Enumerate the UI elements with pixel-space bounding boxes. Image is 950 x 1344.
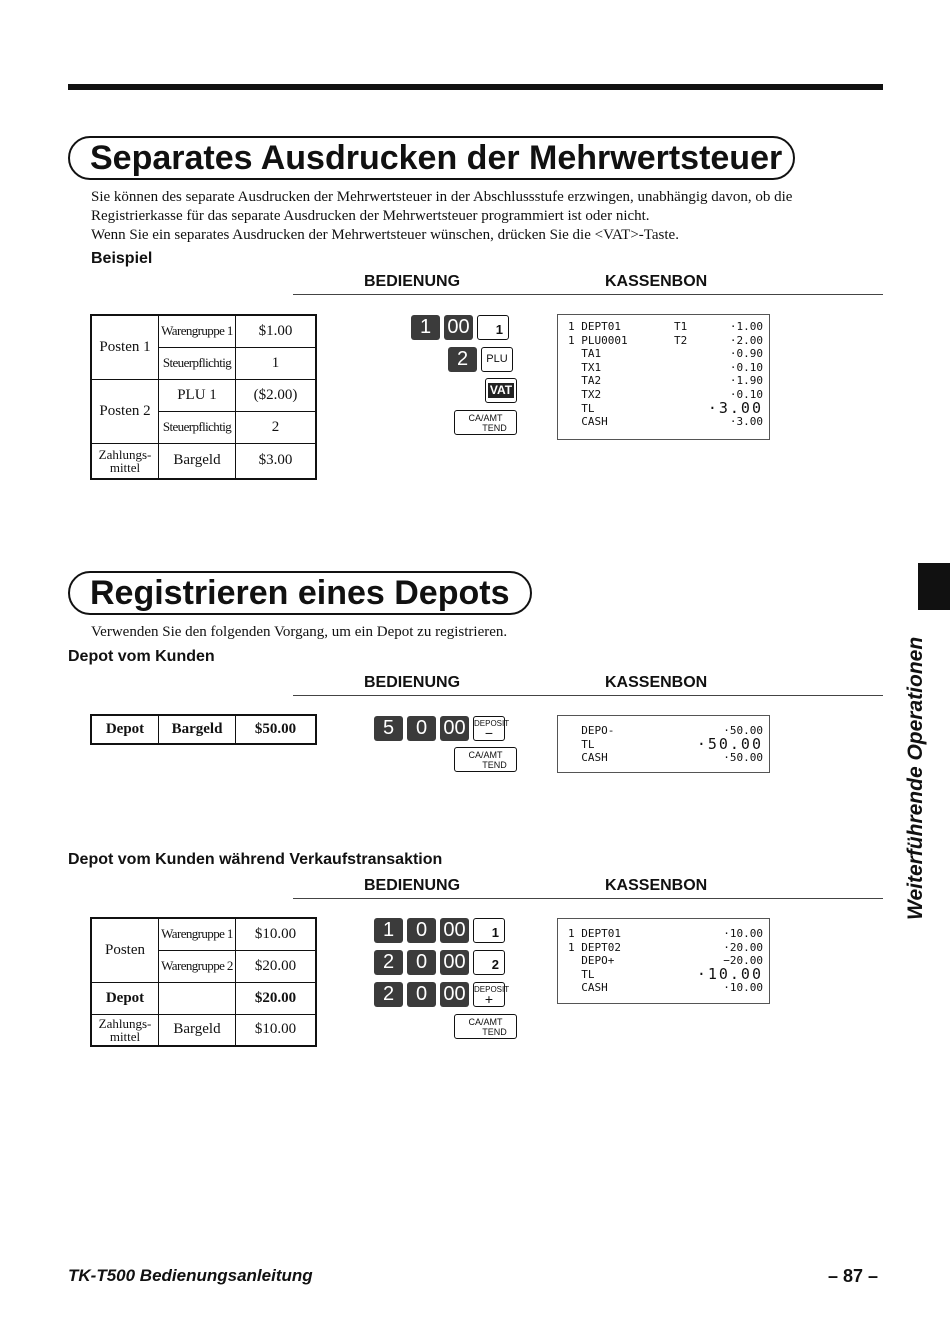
table-cell: Warengruppe 1 xyxy=(159,918,236,950)
receipt-line-label: 1 DEPT01 xyxy=(568,320,621,333)
example-table-deposit-sale xyxy=(90,917,317,1047)
section-title-deposit: Registrieren eines Depots xyxy=(68,571,532,615)
key-sequence-row xyxy=(374,716,510,741)
table-cell: $3.00 xyxy=(236,443,317,479)
payment-label-line2: mittel xyxy=(109,1028,141,1044)
receipt-line-label: DEPO- xyxy=(568,724,615,737)
dept-key-1[interactable]: 1 xyxy=(477,315,509,340)
ca-amt-tend-key[interactable] xyxy=(454,410,517,435)
receipt-line xyxy=(568,374,763,388)
table-cell: $20.00 xyxy=(236,950,317,982)
receipt-line xyxy=(568,734,763,753)
receipt-line xyxy=(568,415,763,429)
receipt-line xyxy=(568,981,763,995)
subsection-heading: Depot vom Kunden xyxy=(68,648,215,665)
key-00[interactable]: 00 xyxy=(444,315,473,340)
receipt-line-amount: ·1.00 xyxy=(729,320,763,333)
receipt-line-amount: ·0.10 xyxy=(729,360,763,374)
receipt-line-label: CASH xyxy=(568,751,608,765)
receipt-line-label: 1 DEPT01 xyxy=(568,927,621,940)
tend-key-top: CA/AMT xyxy=(468,1017,503,1027)
key-0[interactable]: 0 xyxy=(407,716,436,741)
receipt-line xyxy=(568,334,763,348)
page-number: – 87 – xyxy=(828,1266,879,1286)
table-cell: $20.00 xyxy=(236,982,317,1014)
key-sequence-row xyxy=(454,410,517,435)
receipt-line-label: TX1 xyxy=(568,360,602,374)
example-table-vat xyxy=(90,314,317,480)
key-sequence-row xyxy=(485,378,517,403)
receipt-line-label: TX2 xyxy=(568,387,602,401)
table-cell: PLU 1 xyxy=(159,379,236,411)
payment-label-line1: Zahlungs- xyxy=(98,1015,152,1031)
table-cell: Bargeld xyxy=(159,443,236,479)
intro-line: Sie können des separate Ausdrucken der Mehrwertsteuer in der Abschlussstufe erzwingen, unabhängig davon, ob die xyxy=(91,189,793,205)
key-sequence-row xyxy=(448,347,513,372)
table-cell xyxy=(159,982,236,1014)
receipt-line xyxy=(568,964,763,983)
operation-label: BEDIENUNG xyxy=(364,674,461,691)
receipt-deposit-sale xyxy=(557,918,770,1004)
section-title-vat: Separates Ausdrucken der Mehrwertsteuer xyxy=(68,136,795,180)
receipt-line-label: TL xyxy=(568,401,595,415)
key-sequence-row xyxy=(411,315,509,340)
key-2[interactable]: 2 xyxy=(448,347,477,372)
table-cell xyxy=(91,1014,159,1046)
plu-key[interactable]: PLU xyxy=(481,347,513,372)
deposit-key-label: DEPOSIT xyxy=(474,719,510,728)
key-0[interactable]: 0 xyxy=(407,918,436,943)
receipt-line xyxy=(568,751,763,765)
tend-key-bottom: TEND xyxy=(482,760,507,770)
receipt-vat xyxy=(557,314,770,440)
table-cell: $10.00 xyxy=(236,1014,317,1046)
example-label: Beispiel xyxy=(91,250,153,267)
vat-key-label: VAT xyxy=(489,383,513,397)
key-0[interactable]: 0 xyxy=(407,982,436,1007)
receipt-line-amount: ·0.10 xyxy=(729,387,763,401)
receipt-line-amount: ·50.00 xyxy=(723,751,763,765)
deposit-plus-key[interactable] xyxy=(473,982,510,1007)
column-rule xyxy=(293,294,883,295)
table-cell: $50.00 xyxy=(236,715,317,744)
key-sequence-row xyxy=(454,747,517,772)
column-rule xyxy=(293,695,883,696)
receipt-line-label: CASH xyxy=(568,981,608,995)
subsection-heading: Depot vom Kunden während Verkaufstransaktion xyxy=(68,851,443,868)
side-tab-label: Weiterführende Operationen xyxy=(904,636,927,920)
table-cell: Posten 2 xyxy=(91,379,159,443)
receipt-label: KASSENBON xyxy=(605,273,708,290)
receipt-line-label: TL xyxy=(568,737,595,751)
key-1[interactable]: 1 xyxy=(374,918,403,943)
receipt-line-label: DEPO+ xyxy=(568,954,615,968)
receipt-line-label: TL xyxy=(568,967,595,981)
table-cell: $1.00 xyxy=(236,315,317,347)
table-cell: Warengruppe 2 xyxy=(159,950,236,982)
key-sequence-row xyxy=(374,950,505,975)
table-cell: Warengruppe 1 xyxy=(159,315,236,347)
receipt-line-label: CASH xyxy=(568,415,608,429)
key-sequence-row xyxy=(374,918,505,943)
ca-amt-tend-key[interactable] xyxy=(454,1014,517,1039)
receipt-line xyxy=(568,927,763,941)
deposit-minus-key[interactable] xyxy=(473,716,510,741)
receipt-line-amount: ·10.00 xyxy=(723,981,763,995)
receipt-line-tax-status: T2 xyxy=(674,333,688,347)
table-cell: Steuerpflichtig xyxy=(159,411,236,443)
receipt-line-label: TA1 xyxy=(568,347,602,361)
receipt-line-amount: ·2.00 xyxy=(729,333,763,347)
key-sequence-row xyxy=(454,1014,517,1039)
deposit-key-sign: − xyxy=(484,725,494,741)
receipt-line xyxy=(568,398,763,417)
intro-line: Registrierkasse für das separate Ausdrucken der Mehrwertsteuer programmiert ist oder nicht. xyxy=(91,208,650,224)
receipt-line-tax-status: T1 xyxy=(674,320,688,333)
table-cell: ($2.00) xyxy=(236,379,317,411)
table-cell: Depot xyxy=(91,982,159,1014)
key-5[interactable]: 5 xyxy=(374,716,403,741)
table-cell xyxy=(91,443,159,479)
side-tab-marker xyxy=(918,563,950,610)
receipt-line xyxy=(568,361,763,375)
table-cell: Steuerpflichtig xyxy=(159,347,236,379)
example-table-deposit xyxy=(90,714,317,745)
key-sequence-row xyxy=(374,982,510,1007)
table-cell: $10.00 xyxy=(236,918,317,950)
tend-key-bottom: TEND xyxy=(482,423,507,433)
key-00[interactable]: 00 xyxy=(440,716,469,741)
payment-label-line1: Zahlungs- xyxy=(98,446,152,462)
receipt-label: KASSENBON xyxy=(605,877,708,894)
receipt-line-amount: ·50.00 xyxy=(696,734,763,753)
key-2[interactable]: 2 xyxy=(374,982,403,1007)
receipt-line xyxy=(568,941,763,955)
receipt-label: KASSENBON xyxy=(605,674,708,691)
ca-amt-tend-key[interactable] xyxy=(454,747,517,772)
vat-key[interactable] xyxy=(485,378,517,403)
receipt-line-amount: ·10.00 xyxy=(723,927,763,940)
operation-label: BEDIENUNG xyxy=(364,273,461,290)
key-00[interactable]: 00 xyxy=(440,982,469,1007)
dept-key-1[interactable]: 1 xyxy=(473,918,505,943)
receipt-line-amount: ·0.90 xyxy=(729,347,763,361)
receipt-line-amount: ·50.00 xyxy=(723,724,763,737)
operation-label: BEDIENUNG xyxy=(364,877,461,894)
receipt-line-amount: ·3.00 xyxy=(707,398,763,417)
key-00[interactable]: 00 xyxy=(440,918,469,943)
intro-line: Wenn Sie ein separates Ausdrucken der Mehrwertsteuer wünschen, drücken Sie die <VAT>-Taste. xyxy=(91,227,679,243)
top-rule xyxy=(68,84,883,90)
table-cell: Posten 1 xyxy=(91,315,159,379)
receipt-line xyxy=(568,347,763,361)
payment-label-line2: mittel xyxy=(109,459,141,475)
table-cell: Bargeld xyxy=(159,715,236,744)
tend-key-bottom: TEND xyxy=(482,1027,507,1037)
receipt-line-amount: −20.00 xyxy=(723,954,763,968)
tend-key-top: CA/AMT xyxy=(468,750,503,760)
receipt-line-amount: ·10.00 xyxy=(696,964,763,983)
dept-key-2[interactable]: 2 xyxy=(473,950,505,975)
tend-key-top: CA/AMT xyxy=(468,413,503,423)
receipt-line-amount: ·3.00 xyxy=(729,415,763,429)
column-rule xyxy=(293,898,883,899)
key-0[interactable]: 0 xyxy=(407,950,436,975)
table-cell: 2 xyxy=(236,411,317,443)
key-1[interactable]: 1 xyxy=(411,315,440,340)
footer-manual-title: TK-T500 Bedienungsanleitung xyxy=(68,1266,313,1285)
receipt-deposit xyxy=(557,715,770,773)
section-intro-vat xyxy=(91,188,881,245)
table-cell: 1 xyxy=(236,347,317,379)
deposit-key-label: DEPOSIT xyxy=(474,985,510,994)
receipt-line xyxy=(568,320,763,334)
section-intro-deposit: Verwenden Sie den folgenden Vorgang, um ein Depot zu registrieren. xyxy=(91,624,508,640)
receipt-line-amount: ·1.90 xyxy=(729,374,763,388)
deposit-key-sign: + xyxy=(484,991,494,1007)
receipt-line-amount: ·20.00 xyxy=(723,940,763,954)
table-cell: Bargeld xyxy=(159,1014,236,1046)
key-2[interactable]: 2 xyxy=(374,950,403,975)
table-cell: Posten xyxy=(91,918,159,982)
receipt-line-label: TA2 xyxy=(568,374,602,388)
table-cell: Depot xyxy=(91,715,159,744)
receipt-line-label: 1 PLU0001 xyxy=(568,333,628,347)
receipt-line-label: 1 DEPT02 xyxy=(568,940,621,954)
key-00[interactable]: 00 xyxy=(440,950,469,975)
